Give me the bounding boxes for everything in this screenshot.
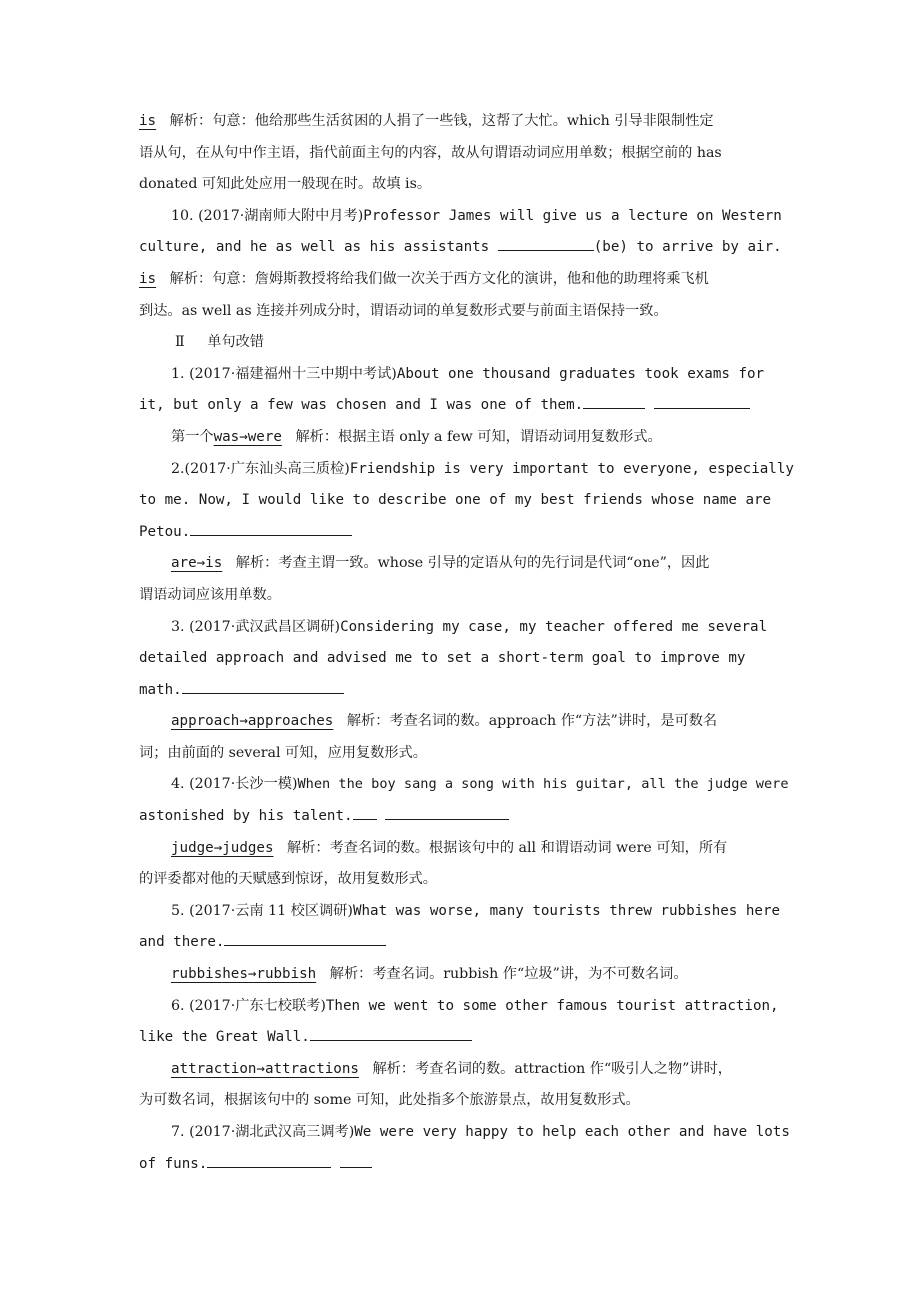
analysis-text: 解析：考查名词的数。approach 作“方法”讲时，是可数名 bbox=[346, 713, 718, 730]
question-text: of funs. bbox=[139, 1155, 208, 1172]
question-source: (2017·湖北武汉高三调考) bbox=[189, 1124, 355, 1140]
question-number: 6. bbox=[171, 997, 185, 1014]
question-text: astonished by his talent. bbox=[139, 808, 353, 825]
analysis-text: 解析：根据主语 only a few 可知，谓语动词用复数形式。 bbox=[295, 428, 662, 445]
question-line bbox=[139, 1022, 819, 1054]
question-source: (2017·武汉武昌区调研) bbox=[189, 618, 341, 635]
question-6 bbox=[139, 991, 819, 1023]
question-text: Professor James will give us a lecture on Western bbox=[363, 207, 782, 224]
question-line bbox=[139, 232, 819, 264]
answer-text: are→is bbox=[171, 555, 223, 572]
question-source: (2017·云南 11 校区调研) bbox=[189, 902, 353, 919]
analysis-line: donated 可知此处应用一般现在时。故填 is。 bbox=[139, 176, 432, 193]
answer-text: is bbox=[139, 113, 157, 129]
question-text: Petou. bbox=[139, 523, 191, 540]
question-number: 1. bbox=[171, 365, 185, 382]
answer-line bbox=[139, 833, 819, 865]
question-text: culture, and he as well as his assistants bbox=[139, 239, 490, 256]
question-5 bbox=[139, 896, 819, 928]
question-source: (2017·长沙一模) bbox=[189, 776, 298, 793]
answer-text: approach→approaches bbox=[171, 713, 334, 730]
answer-blank[interactable] bbox=[498, 238, 594, 251]
answer-line bbox=[139, 548, 819, 580]
answer-blank[interactable] bbox=[340, 1155, 372, 1168]
answer-text: is bbox=[139, 270, 157, 287]
question-line: to me. Now, I would like to describe one of my best friends whose name are bbox=[139, 492, 772, 509]
question-text: Friendship is very important to everyone, especially bbox=[349, 460, 794, 477]
question-3 bbox=[139, 612, 819, 644]
question-text: like the Great Wall. bbox=[139, 1029, 310, 1046]
question-line bbox=[139, 927, 819, 959]
question-text: it, but only a few was chosen and I was one of them. bbox=[139, 397, 584, 414]
section-heading bbox=[139, 327, 819, 359]
question-line bbox=[139, 517, 819, 549]
question-10 bbox=[139, 201, 819, 233]
answer-prefix: 第一个 bbox=[171, 428, 214, 445]
analysis-text: 解析：考查主谓一致。whose 引导的定语从句的先行词是代词“one”，因此 bbox=[235, 555, 710, 572]
section-number: Ⅱ bbox=[175, 334, 185, 351]
answer-blank[interactable] bbox=[224, 933, 386, 946]
question-7 bbox=[139, 1117, 819, 1149]
answer-blank[interactable] bbox=[583, 396, 645, 409]
answer-blank[interactable] bbox=[182, 681, 344, 694]
question-line bbox=[139, 390, 819, 422]
question-text: and there. bbox=[139, 934, 225, 951]
answer-line bbox=[139, 106, 819, 138]
question-number: 10. bbox=[171, 207, 194, 224]
answer-blank[interactable] bbox=[310, 1028, 472, 1041]
analysis-line: 语从句，在从句中作主语，指代前面主句的内容，故从句谓语动词应用单数；根据空前的 has bbox=[139, 144, 722, 161]
analysis-text: 解析：考查名词的数。attraction 作“吸引人之物”讲时， bbox=[372, 1060, 732, 1077]
analysis-line: 的评委都对他的天赋感到惊讶，故用复数形式。 bbox=[139, 871, 437, 888]
section-title: 单句改错 bbox=[207, 334, 264, 351]
analysis-line: 到达。as well as 连接并列成分时，谓语动词的单复数形式要与前面主语保持一致。 bbox=[139, 302, 668, 319]
question-line bbox=[139, 801, 819, 833]
answer-line bbox=[139, 422, 819, 454]
question-text: What was worse, many tourists threw rubbishes here bbox=[352, 902, 781, 919]
question-number: 7. bbox=[171, 1124, 185, 1140]
question-source: (2017·广东汕头高三质检) bbox=[184, 460, 350, 477]
analysis-line: 为可数名词，根据该句中的 some 可知，此处指多个旅游景点，故用复数形式。 bbox=[139, 1092, 640, 1109]
document-page bbox=[139, 106, 819, 1180]
answer-blank[interactable] bbox=[353, 807, 377, 820]
question-2 bbox=[139, 454, 819, 486]
answer-line bbox=[139, 706, 819, 738]
answer-blank[interactable] bbox=[385, 807, 509, 820]
analysis-text: 解析：句意：他给那些生活贫困的人捐了一些钱，这帮了大忙。which 引导非限制性定 bbox=[169, 113, 714, 129]
analysis-line: 谓语动词应该用单数。 bbox=[139, 586, 281, 603]
answer-text: rubbishes→rubbish bbox=[171, 966, 317, 983]
question-number: 5. bbox=[171, 902, 185, 919]
question-text: When the boy sang a song with his guitar, all the judge were bbox=[297, 776, 789, 793]
answer-line bbox=[139, 1054, 819, 1086]
question-text: Then we went to some other famous tourist attraction, bbox=[325, 997, 779, 1014]
analysis-line: 词；由前面的 several 可知，应用复数形式。 bbox=[139, 744, 427, 761]
answer-line bbox=[139, 264, 819, 296]
question-source: (2017·湖南师大附中月考) bbox=[198, 207, 364, 224]
answer-blank[interactable] bbox=[654, 396, 750, 409]
question-1 bbox=[139, 359, 819, 391]
question-line bbox=[139, 675, 819, 707]
question-line: detailed approach and advised me to set a short-term goal to improve my bbox=[139, 650, 746, 667]
question-number: 2. bbox=[171, 460, 185, 477]
analysis-text: 解析：句意：詹姆斯教授将给我们做一次关于西方文化的演讲，他和他的助理将乘飞机 bbox=[169, 270, 709, 287]
question-number: 4. bbox=[171, 776, 185, 793]
question-4 bbox=[139, 769, 819, 801]
answer-line bbox=[139, 959, 819, 991]
answer-text: was→were bbox=[213, 428, 282, 445]
question-source: (2017·广东七校联考) bbox=[189, 997, 326, 1014]
answer-text: attraction→attractions bbox=[171, 1060, 359, 1077]
answer-text: judge→judges bbox=[171, 839, 274, 856]
question-text: math. bbox=[139, 681, 182, 698]
question-text: About one thousand graduates took exams for bbox=[396, 365, 765, 382]
analysis-text: 解析：考查名词的数。根据该句中的 all 和谓语动词 were 可知，所有 bbox=[287, 839, 728, 856]
question-text: Considering my case, my teacher offered me several bbox=[340, 618, 768, 635]
question-source: (2017·福建福州十三中期中考试) bbox=[189, 365, 397, 382]
analysis-text: 解析：考查名词。rubbish 作“垃圾”讲，为不可数名词。 bbox=[329, 966, 688, 983]
question-number: 3. bbox=[171, 618, 185, 635]
question-text: (be) to arrive by air. bbox=[593, 239, 782, 256]
question-line bbox=[139, 1149, 819, 1181]
question-text: We were very happy to help each other and have lots bbox=[354, 1124, 790, 1140]
answer-blank[interactable] bbox=[207, 1155, 331, 1168]
answer-blank[interactable] bbox=[190, 523, 352, 536]
